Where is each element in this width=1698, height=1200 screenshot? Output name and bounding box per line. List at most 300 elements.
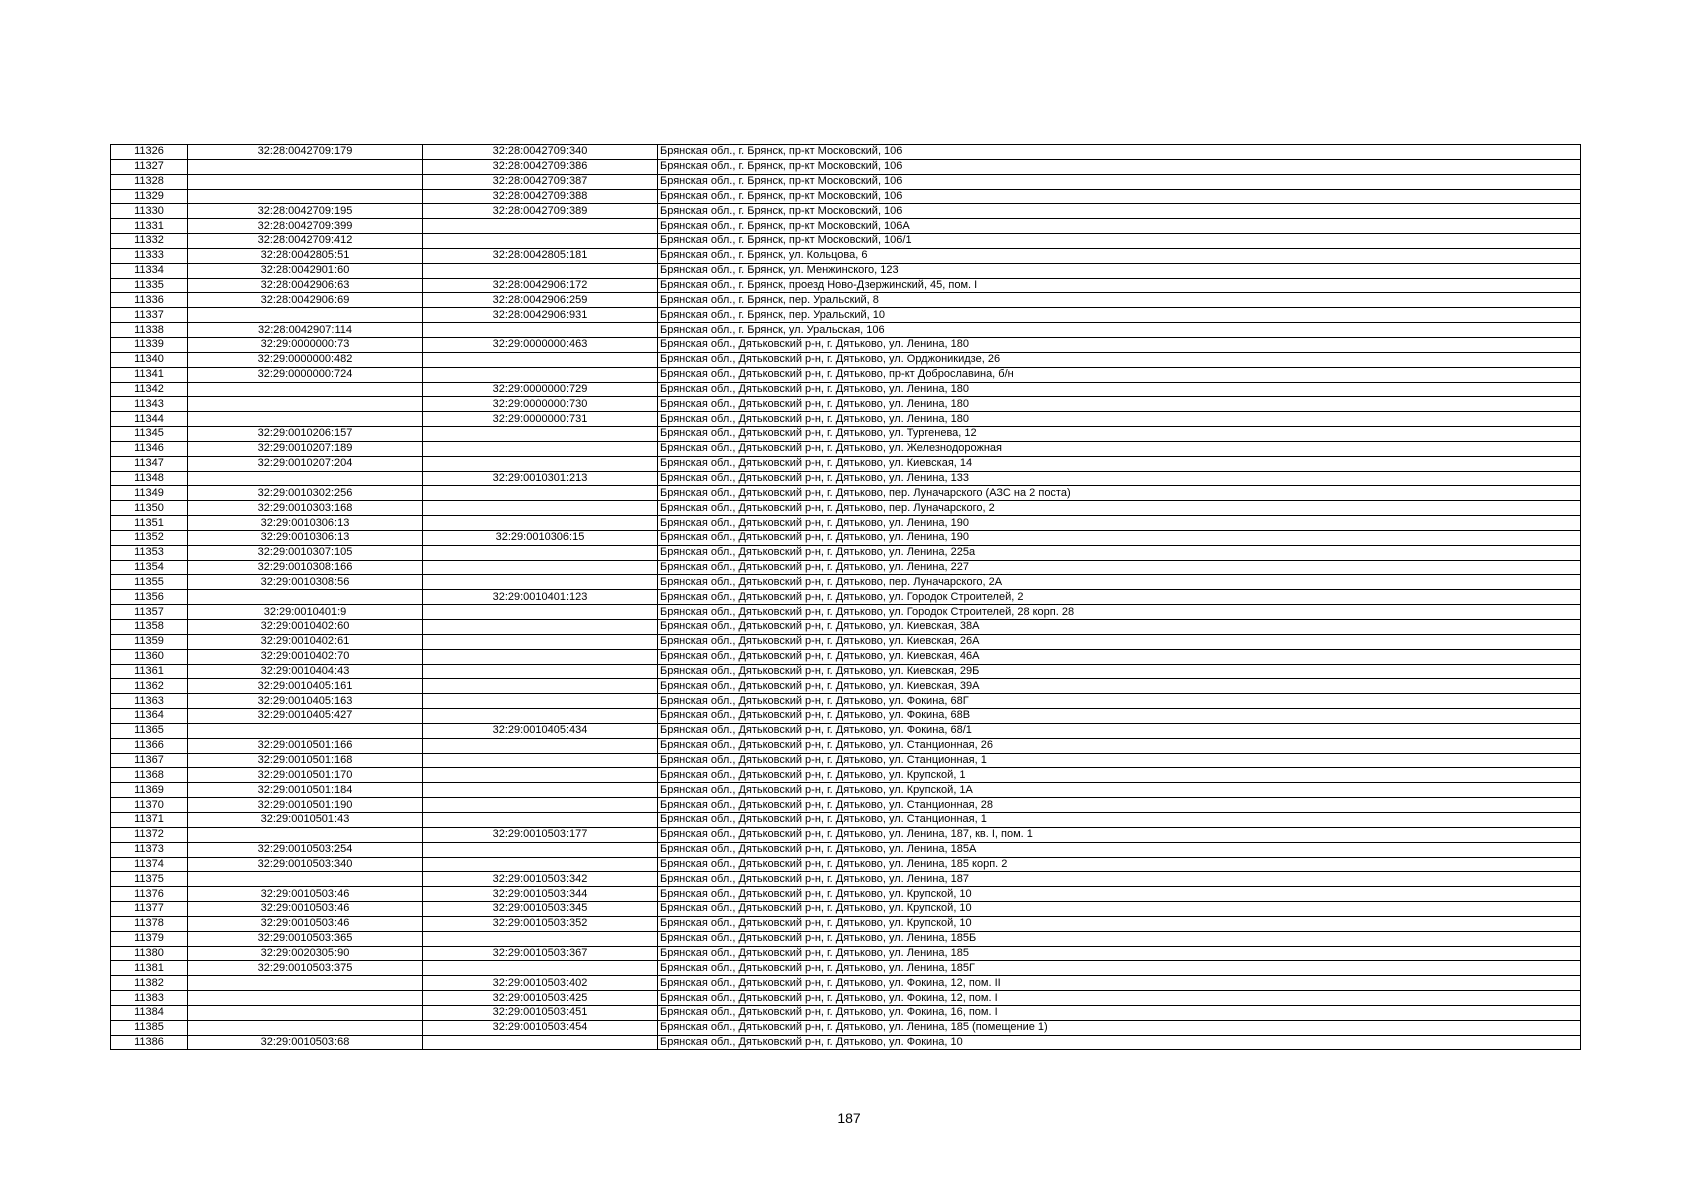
building-number-cell: 32:29:0010503:352 xyxy=(423,916,658,931)
building-number-cell xyxy=(423,263,658,278)
row-number-cell: 11338 xyxy=(111,323,188,338)
row-number-cell: 11339 xyxy=(111,337,188,352)
building-number-cell xyxy=(423,664,658,679)
table-row xyxy=(111,308,1581,323)
parcel-number-cell: 32:29:0010503:46 xyxy=(188,916,423,931)
building-number-cell xyxy=(423,961,658,976)
building-number-cell xyxy=(423,545,658,560)
address-cell: Брянская обл., Дятьковский р-н, г. Дятьково, ул. Ленина, 190 xyxy=(658,530,1581,545)
table-row xyxy=(111,427,1581,442)
table-row xyxy=(111,293,1581,308)
building-number-cell: 32:29:0010503:345 xyxy=(423,902,658,917)
row-number-cell: 11352 xyxy=(111,530,188,545)
building-number-cell xyxy=(423,634,658,649)
address-cell: Брянская обл., Дятьковский р-н, г. Дятьково, ул. Станционная, 26 xyxy=(658,738,1581,753)
building-number-cell: 32:29:0010405:434 xyxy=(423,723,658,738)
row-number-cell: 11327 xyxy=(111,159,188,174)
table-row xyxy=(111,145,1581,160)
table-row xyxy=(111,337,1581,352)
building-number-cell xyxy=(423,649,658,664)
parcel-number-cell: 32:29:0010503:46 xyxy=(188,902,423,917)
parcel-number-cell: 32:29:0010503:46 xyxy=(188,887,423,902)
row-number-cell: 11340 xyxy=(111,352,188,367)
row-number-cell: 11370 xyxy=(111,798,188,813)
building-number-cell xyxy=(423,456,658,471)
building-number-cell xyxy=(423,768,658,783)
parcel-number-cell xyxy=(188,308,423,323)
row-number-cell: 11326 xyxy=(111,145,188,160)
address-cell: Брянская обл., Дятьковский р-н, г. Дятьково, ул. Фокина, 12, пом. I xyxy=(658,991,1581,1006)
address-cell: Брянская обл., Дятьковский р-н, г. Дятьково, ул. Крупской, 10 xyxy=(658,916,1581,931)
row-number-cell: 11386 xyxy=(111,1035,188,1050)
address-cell: Брянская обл., Дятьковский р-н, г. Дятьково, ул. Станционная, 1 xyxy=(658,812,1581,827)
building-number-cell: 32:29:0000000:463 xyxy=(423,337,658,352)
parcel-number-cell: 32:29:0010206:157 xyxy=(188,427,423,442)
table-row xyxy=(111,842,1581,857)
parcel-number-cell: 32:29:0010306:13 xyxy=(188,530,423,545)
building-number-cell xyxy=(423,427,658,442)
table-row xyxy=(111,412,1581,427)
building-number-cell xyxy=(423,857,658,872)
parcel-number-cell: 32:29:0010405:161 xyxy=(188,679,423,694)
building-number-cell: 32:28:0042709:389 xyxy=(423,204,658,219)
address-cell: Брянская обл., Дятьковский р-н, г. Дятьково, ул. Ленина, 227 xyxy=(658,560,1581,575)
parcel-number-cell: 32:29:0010402:61 xyxy=(188,634,423,649)
table-row xyxy=(111,961,1581,976)
table-row xyxy=(111,397,1581,412)
parcel-number-cell: 32:29:0020305:90 xyxy=(188,946,423,961)
parcel-number-cell xyxy=(188,189,423,204)
address-cell: Брянская обл., Дятьковский р-н, г. Дятьково, ул. Ленина, 180 xyxy=(658,412,1581,427)
address-cell: Брянская обл., Дятьковский р-н, г. Дятьково, ул. Киевская, 39А xyxy=(658,679,1581,694)
address-cell: Брянская обл., г. Брянск, пр-кт Московский, 106 xyxy=(658,189,1581,204)
row-number-cell: 11344 xyxy=(111,412,188,427)
table-row xyxy=(111,931,1581,946)
table-row xyxy=(111,248,1581,263)
building-number-cell: 32:28:0042805:181 xyxy=(423,248,658,263)
row-number-cell: 11367 xyxy=(111,753,188,768)
parcel-number-cell: 32:29:0010307:105 xyxy=(188,545,423,560)
parcel-number-cell: 32:29:0000000:482 xyxy=(188,352,423,367)
address-cell: Брянская обл., Дятьковский р-н, г. Дятьково, ул. Ленина, 187 xyxy=(658,872,1581,887)
building-number-cell: 32:28:0042906:172 xyxy=(423,278,658,293)
address-cell: Брянская обл., г. Брянск, пер. Уральский, 10 xyxy=(658,308,1581,323)
parcel-number-cell: 32:28:0042709:412 xyxy=(188,234,423,249)
parcel-number-cell: 32:29:0010303:168 xyxy=(188,501,423,516)
building-number-cell: 32:29:0010503:402 xyxy=(423,976,658,991)
parcel-number-cell: 32:28:0042709:399 xyxy=(188,219,423,234)
table-row xyxy=(111,189,1581,204)
parcel-number-cell: 32:29:0010503:254 xyxy=(188,842,423,857)
table-row xyxy=(111,857,1581,872)
table-row xyxy=(111,219,1581,234)
table-row xyxy=(111,902,1581,917)
table-row xyxy=(111,367,1581,382)
row-number-cell: 11336 xyxy=(111,293,188,308)
address-cell: Брянская обл., Дятьковский р-н, г. Дятьково, ул. Ленина, 185 корп. 2 xyxy=(658,857,1581,872)
table-row xyxy=(111,723,1581,738)
row-number-cell: 11372 xyxy=(111,827,188,842)
building-number-cell xyxy=(423,679,658,694)
address-cell: Брянская обл., г. Брянск, ул. Менжинского, 123 xyxy=(658,263,1581,278)
building-number-cell xyxy=(423,486,658,501)
row-number-cell: 11380 xyxy=(111,946,188,961)
row-number-cell: 11343 xyxy=(111,397,188,412)
parcel-number-cell: 32:29:0010405:163 xyxy=(188,694,423,709)
address-cell: Брянская обл., Дятьковский р-н, г. Дятьково, ул. Ленина, 185 (помещение 1) xyxy=(658,1020,1581,1035)
table-row xyxy=(111,991,1581,1006)
row-number-cell: 11373 xyxy=(111,842,188,857)
row-number-cell: 11335 xyxy=(111,278,188,293)
building-number-cell xyxy=(423,575,658,590)
table-row xyxy=(111,887,1581,902)
building-number-cell xyxy=(423,783,658,798)
address-cell: Брянская обл., Дятьковский р-н, г. Дятьково, ул. Ленина, 180 xyxy=(658,382,1581,397)
parcel-number-cell: 32:28:0042709:195 xyxy=(188,204,423,219)
building-number-cell: 32:29:0010503:454 xyxy=(423,1020,658,1035)
row-number-cell: 11377 xyxy=(111,902,188,917)
parcel-number-cell xyxy=(188,590,423,605)
address-cell: Брянская обл., Дятьковский р-н, г. Дятьково, ул. Крупской, 10 xyxy=(658,887,1581,902)
row-number-cell: 11341 xyxy=(111,367,188,382)
building-number-cell xyxy=(423,605,658,620)
row-number-cell: 11376 xyxy=(111,887,188,902)
row-number-cell: 11346 xyxy=(111,441,188,456)
table-row xyxy=(111,620,1581,635)
address-cell: Брянская обл., г. Брянск, пр-кт Московский, 106 xyxy=(658,204,1581,219)
parcel-number-cell xyxy=(188,159,423,174)
row-number-cell: 11365 xyxy=(111,723,188,738)
address-cell: Брянская обл., г. Брянск, ул. Кольцова, 6 xyxy=(658,248,1581,263)
parcel-number-cell: 32:29:0010501:43 xyxy=(188,812,423,827)
building-number-cell: 32:29:0010503:344 xyxy=(423,887,658,902)
address-cell: Брянская обл., Дятьковский р-н, г. Дятьково, пр-кт Доброславина, б/н xyxy=(658,367,1581,382)
building-number-cell: 32:29:0000000:731 xyxy=(423,412,658,427)
parcel-number-cell xyxy=(188,872,423,887)
row-number-cell: 11349 xyxy=(111,486,188,501)
building-number-cell: 32:29:0010503:451 xyxy=(423,1005,658,1020)
row-number-cell: 11385 xyxy=(111,1020,188,1035)
parcel-number-cell: 32:29:0010503:365 xyxy=(188,931,423,946)
building-number-cell: 32:28:0042906:931 xyxy=(423,308,658,323)
parcel-number-cell: 32:29:0010308:56 xyxy=(188,575,423,590)
parcel-number-cell xyxy=(188,991,423,1006)
parcel-number-cell xyxy=(188,471,423,486)
building-number-cell xyxy=(423,694,658,709)
building-number-cell xyxy=(423,738,658,753)
building-number-cell: 32:28:0042709:340 xyxy=(423,145,658,160)
address-cell: Брянская обл., Дятьковский р-н, г. Дятьково, ул. Ленина, 190 xyxy=(658,516,1581,531)
parcel-number-cell: 32:29:0000000:73 xyxy=(188,337,423,352)
address-cell: Брянская обл., Дятьковский р-н, г. Дятьково, ул. Железнодорожная xyxy=(658,441,1581,456)
address-cell: Брянская обл., Дятьковский р-н, г. Дятьково, ул. Крупской, 1А xyxy=(658,783,1581,798)
page-number: 187 xyxy=(837,1110,861,1126)
building-number-cell: 32:29:0010503:367 xyxy=(423,946,658,961)
table-row xyxy=(111,753,1581,768)
address-cell: Брянская обл., Дятьковский р-н, г. Дятьково, пер. Луначарского, 2 xyxy=(658,501,1581,516)
parcel-number-cell: 32:29:0010501:184 xyxy=(188,783,423,798)
parcel-number-cell: 32:29:0010503:375 xyxy=(188,961,423,976)
row-number-cell: 11366 xyxy=(111,738,188,753)
parcel-number-cell: 32:28:0042906:69 xyxy=(188,293,423,308)
registry-table xyxy=(110,144,1581,1050)
building-number-cell: 32:29:0010401:123 xyxy=(423,590,658,605)
parcel-number-cell xyxy=(188,1005,423,1020)
building-number-cell: 32:29:0000000:729 xyxy=(423,382,658,397)
parcel-number-cell: 32:29:0010501:190 xyxy=(188,798,423,813)
address-cell: Брянская обл., Дятьковский р-н, г. Дятьково, ул. Фокина, 10 xyxy=(658,1035,1581,1050)
table-row xyxy=(111,278,1581,293)
building-number-cell xyxy=(423,842,658,857)
building-number-cell xyxy=(423,516,658,531)
parcel-number-cell xyxy=(188,1020,423,1035)
parcel-number-cell: 32:28:0042805:51 xyxy=(188,248,423,263)
parcel-number-cell: 32:29:0010302:256 xyxy=(188,486,423,501)
address-cell: Брянская обл., Дятьковский р-н, г. Дятьково, ул. Фокина, 12, пом. II xyxy=(658,976,1581,991)
row-number-cell: 11362 xyxy=(111,679,188,694)
table-row xyxy=(111,812,1581,827)
row-number-cell: 11364 xyxy=(111,709,188,724)
row-number-cell: 11375 xyxy=(111,872,188,887)
row-number-cell: 11363 xyxy=(111,694,188,709)
row-number-cell: 11378 xyxy=(111,916,188,931)
row-number-cell: 11332 xyxy=(111,234,188,249)
row-number-cell: 11334 xyxy=(111,263,188,278)
row-number-cell: 11355 xyxy=(111,575,188,590)
building-number-cell: 32:29:0010503:177 xyxy=(423,827,658,842)
table-row xyxy=(111,159,1581,174)
building-number-cell: 32:28:0042709:388 xyxy=(423,189,658,204)
parcel-number-cell: 32:29:0010401:9 xyxy=(188,605,423,620)
parcel-number-cell: 32:29:0010503:340 xyxy=(188,857,423,872)
parcel-number-cell: 32:28:0042906:63 xyxy=(188,278,423,293)
address-cell: Брянская обл., г. Брянск, пр-кт Московский, 106А xyxy=(658,219,1581,234)
table-row xyxy=(111,530,1581,545)
table-row xyxy=(111,560,1581,575)
address-cell: Брянская обл., Дятьковский р-н, г. Дятьково, ул. Киевская, 29Б xyxy=(658,664,1581,679)
table-row xyxy=(111,204,1581,219)
row-number-cell: 11342 xyxy=(111,382,188,397)
building-number-cell xyxy=(423,1035,658,1050)
address-cell: Брянская обл., Дятьковский р-н, г. Дятьково, ул. Киевская, 46А xyxy=(658,649,1581,664)
parcel-number-cell xyxy=(188,397,423,412)
parcel-number-cell: 32:29:0010501:168 xyxy=(188,753,423,768)
address-cell: Брянская обл., г. Брянск, пр-кт Московский, 106/1 xyxy=(658,234,1581,249)
address-cell: Брянская обл., Дятьковский р-н, г. Дятьково, ул. Фокина, 68/1 xyxy=(658,723,1581,738)
building-number-cell: 32:28:0042709:387 xyxy=(423,174,658,189)
table-row xyxy=(111,1020,1581,1035)
table-row xyxy=(111,575,1581,590)
parcel-number-cell: 32:29:0010405:427 xyxy=(188,709,423,724)
building-number-cell xyxy=(423,352,658,367)
table-row xyxy=(111,649,1581,664)
table-row xyxy=(111,664,1581,679)
row-number-cell: 11358 xyxy=(111,620,188,635)
table-row xyxy=(111,590,1581,605)
table-row xyxy=(111,323,1581,338)
row-number-cell: 11331 xyxy=(111,219,188,234)
address-cell: Брянская обл., Дятьковский р-н, г. Дятьково, ул. Ленина, 185Г xyxy=(658,961,1581,976)
row-number-cell: 11359 xyxy=(111,634,188,649)
building-number-cell xyxy=(423,323,658,338)
address-cell: Брянская обл., г. Брянск, пр-кт Московский, 106 xyxy=(658,174,1581,189)
address-cell: Брянская обл., Дятьковский р-н, г. Дятьково, ул. Ленина, 185Б xyxy=(658,931,1581,946)
row-number-cell: 11379 xyxy=(111,931,188,946)
row-number-cell: 11357 xyxy=(111,605,188,620)
parcel-number-cell: 32:29:0010404:43 xyxy=(188,664,423,679)
address-cell: Брянская обл., Дятьковский р-н, г. Дятьково, ул. Городок Строителей, 28 корп. 28 xyxy=(658,605,1581,620)
parcel-number-cell: 32:29:0010207:189 xyxy=(188,441,423,456)
address-cell: Брянская обл., Дятьковский р-н, г. Дятьково, ул. Крупской, 1 xyxy=(658,768,1581,783)
row-number-cell: 11383 xyxy=(111,991,188,1006)
table-row xyxy=(111,946,1581,961)
parcel-number-cell: 32:29:0010207:204 xyxy=(188,456,423,471)
row-number-cell: 11337 xyxy=(111,308,188,323)
row-number-cell: 11382 xyxy=(111,976,188,991)
table-row xyxy=(111,352,1581,367)
address-cell: Брянская обл., Дятьковский р-н, г. Дятьково, ул. Тургенева, 12 xyxy=(658,427,1581,442)
table-row xyxy=(111,679,1581,694)
parcel-number-cell: 32:29:0010308:166 xyxy=(188,560,423,575)
building-number-cell: 32:28:0042906:259 xyxy=(423,293,658,308)
parcel-number-cell: 32:28:0042907:114 xyxy=(188,323,423,338)
table-row xyxy=(111,634,1581,649)
table-row xyxy=(111,783,1581,798)
row-number-cell: 11369 xyxy=(111,783,188,798)
address-cell: Брянская обл., г. Брянск, проезд Ново-Дзержинский, 45, пом. I xyxy=(658,278,1581,293)
parcel-number-cell xyxy=(188,723,423,738)
table-row xyxy=(111,382,1581,397)
table-row xyxy=(111,234,1581,249)
address-cell: Брянская обл., г. Брянск, ул. Уральская, 106 xyxy=(658,323,1581,338)
address-cell: Брянская обл., Дятьковский р-н, г. Дятьково, ул. Станционная, 28 xyxy=(658,798,1581,813)
parcel-number-cell: 32:28:0042901:60 xyxy=(188,263,423,278)
parcel-number-cell xyxy=(188,827,423,842)
table-row xyxy=(111,545,1581,560)
row-number-cell: 11350 xyxy=(111,501,188,516)
row-number-cell: 11330 xyxy=(111,204,188,219)
address-cell: Брянская обл., Дятьковский р-н, г. Дятьково, ул. Городок Строителей, 2 xyxy=(658,590,1581,605)
parcel-number-cell: 32:29:0010501:170 xyxy=(188,768,423,783)
table-row xyxy=(111,501,1581,516)
building-number-cell xyxy=(423,812,658,827)
row-number-cell: 11368 xyxy=(111,768,188,783)
address-cell: Брянская обл., Дятьковский р-н, г. Дятьково, пер. Луначарского (АЗС на 2 поста) xyxy=(658,486,1581,501)
parcel-number-cell: 32:29:0010501:166 xyxy=(188,738,423,753)
address-cell: Брянская обл., Дятьковский р-н, г. Дятьково, ул. Крупской, 10 xyxy=(658,902,1581,917)
building-number-cell xyxy=(423,798,658,813)
table-row xyxy=(111,1035,1581,1050)
row-number-cell: 11351 xyxy=(111,516,188,531)
parcel-number-cell: 32:28:0042709:179 xyxy=(188,145,423,160)
parcel-number-cell: 32:29:0010402:60 xyxy=(188,620,423,635)
address-cell: Брянская обл., Дятьковский р-н, г. Дятьково, ул. Фокина, 16, пом. I xyxy=(658,1005,1581,1020)
building-number-cell: 32:28:0042709:386 xyxy=(423,159,658,174)
row-number-cell: 11345 xyxy=(111,427,188,442)
table-row xyxy=(111,872,1581,887)
row-number-cell: 11356 xyxy=(111,590,188,605)
building-number-cell: 32:29:0010503:425 xyxy=(423,991,658,1006)
table-row xyxy=(111,263,1581,278)
address-cell: Брянская обл., Дятьковский р-н, г. Дятьково, ул. Киевская, 38А xyxy=(658,620,1581,635)
row-number-cell: 11333 xyxy=(111,248,188,263)
parcel-number-cell xyxy=(188,174,423,189)
parcel-number-cell xyxy=(188,412,423,427)
address-cell: Брянская обл., Дятьковский р-н, г. Дятьково, ул. Фокина, 68В xyxy=(658,709,1581,724)
parcel-number-cell: 32:29:0000000:724 xyxy=(188,367,423,382)
building-number-cell xyxy=(423,501,658,516)
table-row xyxy=(111,471,1581,486)
address-cell: Брянская обл., г. Брянск, пер. Уральский, 8 xyxy=(658,293,1581,308)
row-number-cell: 11361 xyxy=(111,664,188,679)
table-row xyxy=(111,916,1581,931)
parcel-number-cell: 32:29:0010503:68 xyxy=(188,1035,423,1050)
row-number-cell: 11329 xyxy=(111,189,188,204)
row-number-cell: 11384 xyxy=(111,1005,188,1020)
table-row xyxy=(111,486,1581,501)
building-number-cell xyxy=(423,620,658,635)
table-row xyxy=(111,976,1581,991)
table-row xyxy=(111,827,1581,842)
parcel-number-cell: 32:29:0010306:13 xyxy=(188,516,423,531)
row-number-cell: 11381 xyxy=(111,961,188,976)
registry-table-body xyxy=(111,145,1581,1050)
building-number-cell xyxy=(423,560,658,575)
table-row xyxy=(111,605,1581,620)
row-number-cell: 11360 xyxy=(111,649,188,664)
address-cell: Брянская обл., Дятьковский р-н, г. Дятьково, ул. Орджоникидзе, 26 xyxy=(658,352,1581,367)
address-cell: Брянская обл., г. Брянск, пр-кт Московский, 106 xyxy=(658,159,1581,174)
parcel-number-cell xyxy=(188,382,423,397)
address-cell: Брянская обл., Дятьковский р-н, г. Дятьково, ул. Фокина, 68Г xyxy=(658,694,1581,709)
row-number-cell: 11348 xyxy=(111,471,188,486)
building-number-cell xyxy=(423,219,658,234)
building-number-cell xyxy=(423,931,658,946)
address-cell: Брянская обл., г. Брянск, пр-кт Московский, 106 xyxy=(658,145,1581,160)
building-number-cell xyxy=(423,753,658,768)
table-row xyxy=(111,1005,1581,1020)
address-cell: Брянская обл., Дятьковский р-н, г. Дятьково, ул. Ленина, 187, кв. I, пом. 1 xyxy=(658,827,1581,842)
parcel-number-cell xyxy=(188,976,423,991)
building-number-cell xyxy=(423,367,658,382)
table-row xyxy=(111,456,1581,471)
parcel-number-cell: 32:29:0010402:70 xyxy=(188,649,423,664)
address-cell: Брянская обл., Дятьковский р-н, г. Дятьково, ул. Киевская, 26А xyxy=(658,634,1581,649)
address-cell: Брянская обл., Дятьковский р-н, г. Дятьково, ул. Ленина, 180 xyxy=(658,397,1581,412)
building-number-cell: 32:29:0010301:213 xyxy=(423,471,658,486)
row-number-cell: 11374 xyxy=(111,857,188,872)
row-number-cell: 11354 xyxy=(111,560,188,575)
table-row xyxy=(111,738,1581,753)
address-cell: Брянская обл., Дятьковский р-н, г. Дятьково, ул. Киевская, 14 xyxy=(658,456,1581,471)
row-number-cell: 11347 xyxy=(111,456,188,471)
building-number-cell xyxy=(423,709,658,724)
row-number-cell: 11371 xyxy=(111,812,188,827)
building-number-cell xyxy=(423,234,658,249)
table-row xyxy=(111,516,1581,531)
address-cell: Брянская обл., Дятьковский р-н, г. Дятьково, ул. Станционная, 1 xyxy=(658,753,1581,768)
table-row xyxy=(111,441,1581,456)
building-number-cell: 32:29:0000000:730 xyxy=(423,397,658,412)
address-cell: Брянская обл., Дятьковский р-н, г. Дятьково, ул. Ленина, 225а xyxy=(658,545,1581,560)
table-row xyxy=(111,709,1581,724)
building-number-cell xyxy=(423,441,658,456)
address-cell: Брянская обл., Дятьковский р-н, г. Дятьково, ул. Ленина, 180 xyxy=(658,337,1581,352)
building-number-cell: 32:29:0010503:342 xyxy=(423,872,658,887)
table-row xyxy=(111,174,1581,189)
address-cell: Брянская обл., Дятьковский р-н, г. Дятьково, ул. Ленина, 133 xyxy=(658,471,1581,486)
address-cell: Брянская обл., Дятьковский р-н, г. Дятьково, ул. Ленина, 185 xyxy=(658,946,1581,961)
